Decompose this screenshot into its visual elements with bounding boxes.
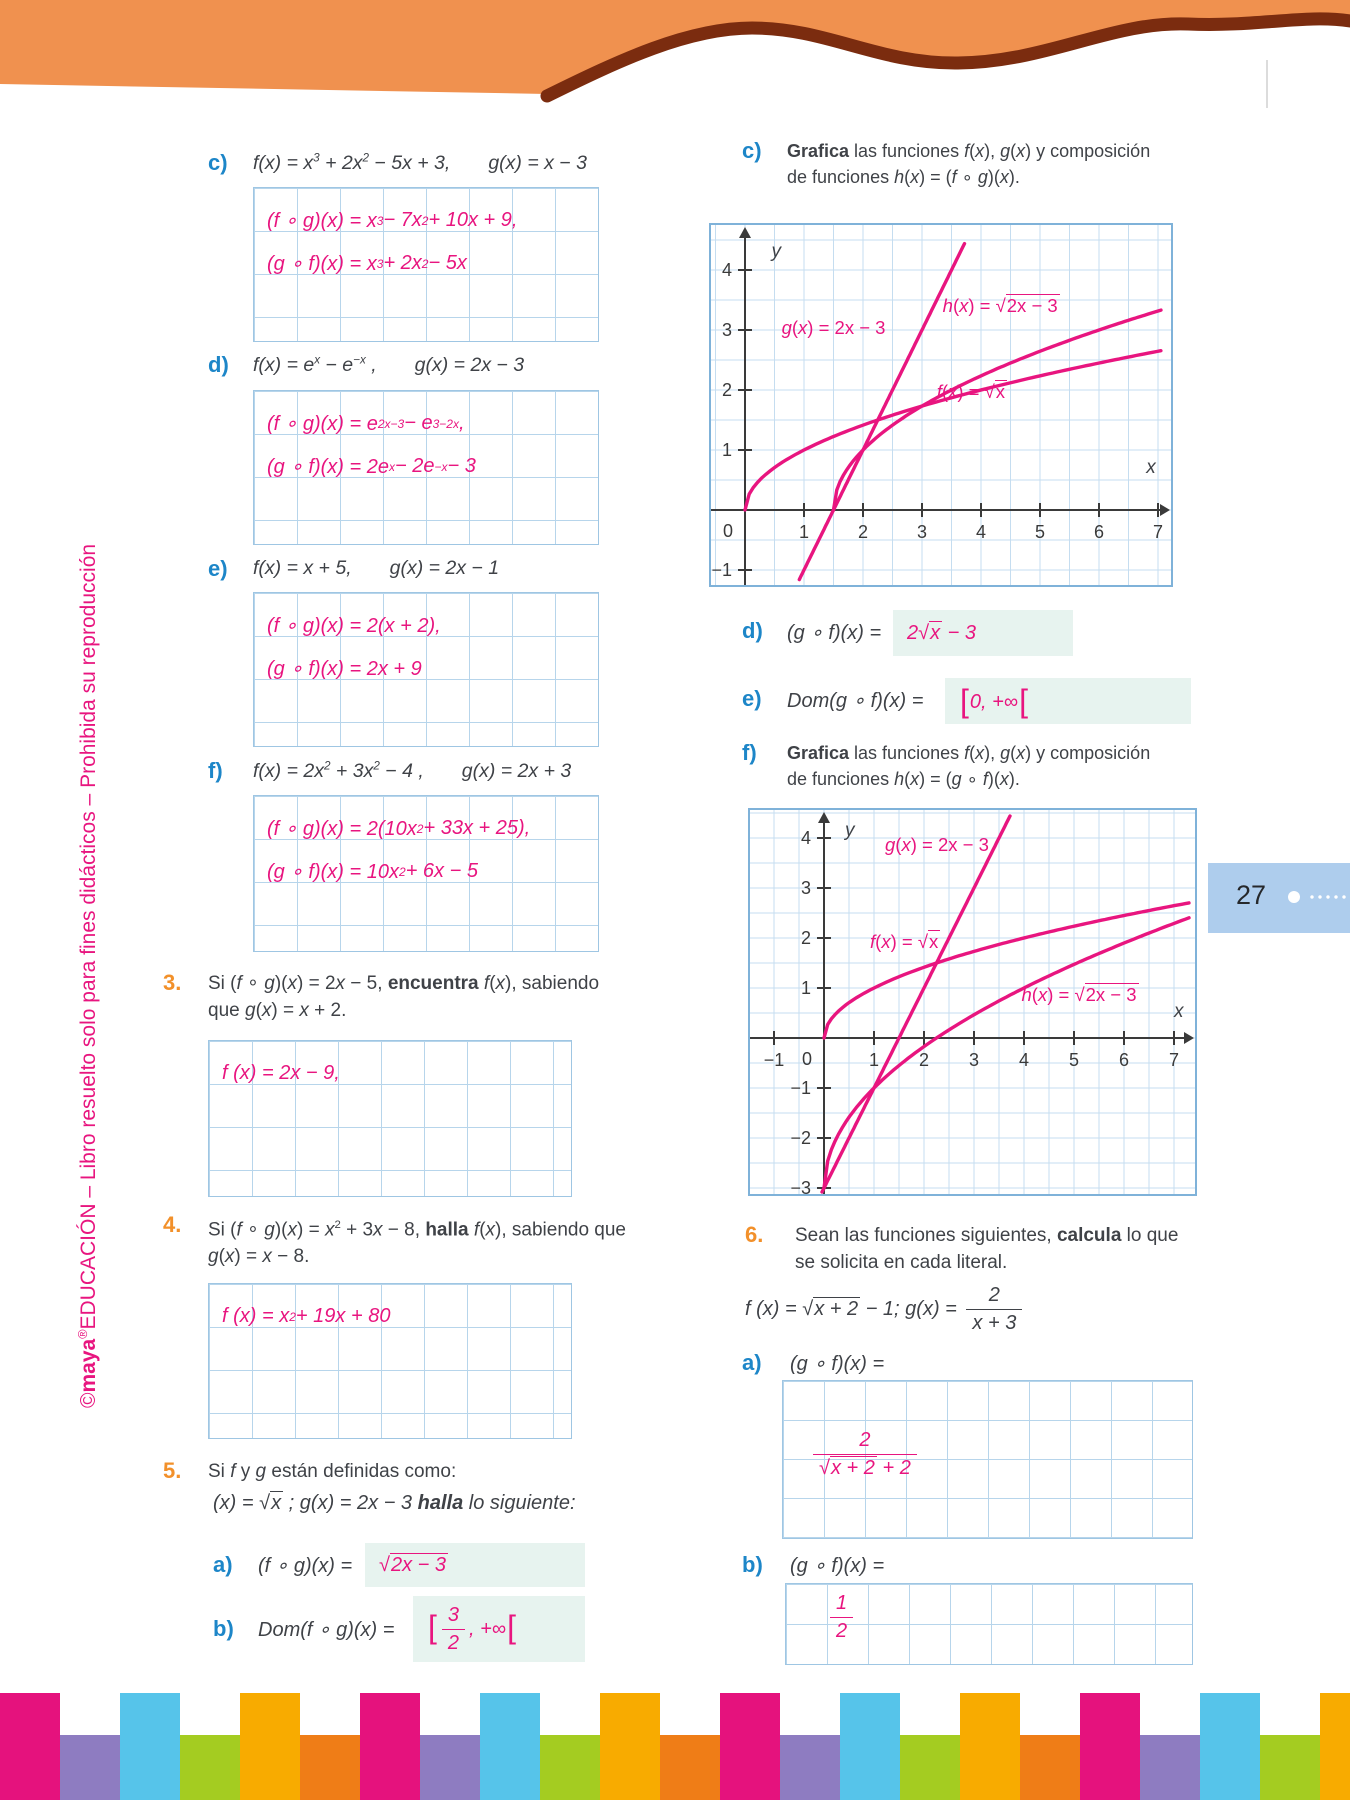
exercise-e-given: [253, 557, 499, 580]
footer-stripe: [780, 1735, 840, 1800]
answer-e: [254, 593, 598, 690]
problem-5b-label: b): [213, 1616, 234, 1641]
footer-stripe: [600, 1693, 660, 1800]
exercise-c-g: g(x) = x − 3: [488, 151, 587, 174]
svg-text:1: 1: [800, 978, 811, 998]
curve-label: f(x) = √x: [936, 381, 1005, 402]
answer-grid-e: [253, 592, 599, 747]
footer-stripes: [0, 1678, 1350, 1800]
svg-text:2: 2: [721, 380, 732, 400]
footer-stripe: [1260, 1735, 1320, 1800]
curve-label: f(x) = √x: [870, 931, 939, 952]
footer-stripe: [360, 1693, 420, 1800]
svg-text:4: 4: [721, 260, 732, 280]
svg-text:−2: −2: [790, 1128, 811, 1148]
problem-5b-answer: [ $\frac{3}{2}$ , +∞[: [428, 1603, 516, 1654]
problem-6a-lhs: (g ∘ f)(x) =: [790, 1353, 885, 1375]
tab-dot-icon: [1288, 891, 1300, 903]
exercise-c2-label: c): [742, 138, 762, 163]
footer-stripe: [1080, 1693, 1140, 1800]
problem-4-text: Si (f ∘ $g)(x) = x^2 + 3x - 8$, halla f(x), sabiendo que g(x) = x − 8.: [208, 1219, 627, 1268]
problem-6b-label: b): [742, 1552, 763, 1577]
footer-stripe: [240, 1693, 300, 1800]
svg-text:−3: −3: [790, 1178, 811, 1194]
svg-text:2: 2: [918, 1050, 930, 1070]
answer-c: [254, 188, 598, 285]
footer-stripe: [720, 1693, 780, 1800]
exercise-f-f: $f(x) = 2x^2 + 3x^2 - 4$ ,: [253, 759, 424, 782]
svg-text:5: 5: [1068, 1050, 1080, 1070]
answer-grid-6b: [785, 1583, 1193, 1665]
footer-stripe: [1320, 1693, 1350, 1800]
page-edge-hairline: [1266, 60, 1268, 108]
exercise-f-g: g(x) = 2x + 3: [461, 759, 572, 782]
svg-text:5: 5: [1034, 522, 1046, 542]
exercise-f-label: f): [208, 758, 223, 783]
problem-6b-lhs: (g ∘ f)(x) =: [790, 1555, 885, 1577]
footer-stripe: [480, 1693, 540, 1800]
answer-4: [209, 1284, 571, 1338]
axis-label: x: [1174, 1001, 1184, 1022]
exercise-e-g: g(x) = 2x − 1: [389, 557, 500, 579]
exercise-e2-answer-box: [945, 678, 1191, 724]
footer-stripe: [960, 1693, 1020, 1800]
problem-5-intro: Si f y g están definidas como:: [208, 1461, 457, 1482]
problem-5b-answer-box: [413, 1596, 585, 1662]
svg-text:4: 4: [975, 522, 987, 542]
answer-d: [254, 391, 598, 488]
exercise-f2-text: Grafica las funciones f(x), g(x) y composición de funciones h(x) = (g ∘ f)(x).: [787, 743, 1151, 789]
problem-5a-answer: √2x − 3: [379, 1553, 447, 1576]
svg-text:1: 1: [721, 440, 732, 460]
footer-stripe: [420, 1735, 480, 1800]
answer-f-line1: (f ∘ g)(x) = 2(10x 2 + 33x + 25),: [267, 817, 531, 840]
footer-stripe: [660, 1735, 720, 1800]
problem-6-number: 6.: [745, 1222, 764, 1247]
svg-text:4: 4: [1018, 1050, 1030, 1070]
svg-text:7: 7: [1168, 1050, 1180, 1070]
problem-3-text: Si (f ∘ g)(x) = 2x − 5, encuentra f(x), sabiendo que g(x) = x + 2.: [208, 973, 600, 1021]
answer-3-line1: f (x) = 2x − 9,: [222, 1062, 340, 1084]
composition-graph-2: [748, 808, 1197, 1196]
exercise-d-f: $f(x) = e^x - e^{-x}$ ,: [253, 353, 377, 376]
footer-stripe: [120, 1693, 180, 1800]
svg-text:−1: −1: [711, 560, 732, 580]
svg-text:3: 3: [916, 522, 928, 542]
problem-5b-lhs: Dom(f ∘ g)(x) =: [258, 1619, 395, 1641]
axis-label: x: [1146, 457, 1156, 479]
exercise-d2-answer: 2√x − 3: [907, 621, 977, 644]
exercise-e2-lhs: Dom(g ∘ f)(x) =: [787, 690, 924, 712]
exercise-d-label: d): [208, 352, 229, 377]
exercise-f2-label: f): [742, 740, 757, 765]
composition-graph-1: [709, 223, 1173, 587]
answer-f: [254, 796, 598, 893]
footer-stripe: [900, 1735, 960, 1800]
answer-6a: $\frac{2}{√x + 2 + 2}$: [809, 1429, 921, 1480]
svg-text:0: 0: [801, 1049, 813, 1069]
exercise-c-f: $f(x) = x^3 + 2x^2 - 5x + 3$,: [253, 151, 451, 174]
svg-text:2: 2: [857, 522, 869, 542]
exercise-c-given: [253, 151, 587, 175]
tab-dotted-line-icon: [1308, 895, 1350, 899]
header-wave-decoration: [0, 0, 1350, 110]
problem-5a-lhs: (f ∘ g)(x) =: [258, 1555, 353, 1577]
curve-label: g(x) = 2x − 3: [781, 316, 886, 338]
svg-text:1: 1: [798, 522, 810, 542]
answer-grid-d: [253, 390, 599, 545]
answer-3: [209, 1041, 571, 1095]
answer-6b: $\frac{1}{2}$: [826, 1592, 857, 1643]
exercise-d-g: g(x) = 2x − 3: [414, 353, 525, 376]
curve-label: g(x) = 2x − 3: [885, 833, 989, 855]
exercise-c-label: c): [208, 150, 228, 175]
svg-text:3: 3: [800, 878, 811, 898]
problem-5-number: 5.: [163, 1458, 182, 1483]
svg-text:6: 6: [1118, 1050, 1130, 1070]
problem-5a-answer-box: [365, 1543, 585, 1587]
exercise-d2-answer-box: [893, 610, 1073, 656]
axis-label: y: [771, 241, 782, 263]
exercise-d-given: [253, 353, 524, 377]
problem-6a-label: a): [742, 1350, 762, 1375]
svg-text:0: 0: [722, 521, 734, 541]
svg-text:−1: −1: [763, 1050, 785, 1070]
problem-4-number: 4.: [163, 1212, 182, 1237]
answer-d-line1: (f ∘ g)(x) = e 2x−3 − e 3−2x ,: [267, 412, 465, 435]
answer-d-line2: (g ∘ f)(x) = 2e x − 2e −x − 3: [267, 455, 476, 478]
exercise-d2-label: d): [742, 618, 763, 643]
answer-grid-6a: [782, 1380, 1193, 1539]
page-number-tab: [1208, 863, 1350, 933]
problem-3-number: 3.: [163, 970, 182, 995]
exercise-e-f: f(x) = x + 5,: [253, 557, 352, 579]
footer-stripe: [0, 1693, 60, 1800]
answer-grid-f: [253, 795, 599, 952]
answer-c-line2: (g ∘ f)(x) = x 3 + 2x 2 − 5x: [267, 252, 467, 275]
exercise-e-label: e): [208, 556, 228, 581]
axis-label: y: [845, 820, 855, 841]
footer-stripe: [1140, 1735, 1200, 1800]
exercise-e2-label: e): [742, 686, 762, 711]
svg-text:2: 2: [800, 928, 811, 948]
svg-text:3: 3: [721, 320, 732, 340]
answer-e-line2: (g ∘ f)(x) = 2x + 9: [267, 658, 422, 680]
svg-text:1: 1: [868, 1050, 880, 1070]
answer-c-line1: (f ∘ g)(x) = x 3 − 7x 2 + 10x + 9,: [267, 209, 518, 232]
answer-4-line1: f (x) = x 2 + 19x + 80: [222, 1305, 391, 1327]
svg-text:3: 3: [968, 1050, 980, 1070]
svg-text:7: 7: [1152, 522, 1164, 542]
curve-label: h(x) = √2x − 3: [1021, 983, 1137, 1005]
footer-stripe: [1200, 1693, 1260, 1800]
problem-5-formula: (x) = √x ; g(x) = 2x − 3 halla lo siguiente:: [213, 1492, 576, 1514]
answer-grid-c: [253, 187, 599, 342]
answer-grid-3: [208, 1040, 572, 1197]
exercise-c2-text: Grafica las funciones f(x), g(x) y composición de funciones h(x) = (f ∘ g)(x).: [787, 141, 1151, 187]
exercise-f-given: [253, 759, 571, 783]
svg-text:6: 6: [1093, 522, 1105, 542]
copyright-sidebar-text: ©maya®EDUCACIÓN – Libro resuelto solo para fines didácticos – Prohibida su reproducción: [76, 543, 100, 1408]
exercise-d2-lhs: (g ∘ f)(x) =: [787, 622, 882, 644]
footer-stripe: [540, 1735, 600, 1800]
curve-label: h(x) = √2x − 3: [942, 295, 1058, 317]
footer-stripe: [1020, 1735, 1080, 1800]
problem-5a-label: a): [213, 1552, 233, 1577]
answer-e-line1: (f ∘ g)(x) = 2(x + 2),: [267, 615, 441, 637]
svg-text:4: 4: [800, 828, 811, 848]
graph-canvas: [711, 225, 1171, 585]
footer-stripe: [60, 1735, 120, 1800]
problem-6-formula: f (x) = √x + 2 − 1; g(x) = $\frac{2}{x + 3}$: [745, 1284, 1026, 1335]
footer-stripe: [300, 1735, 360, 1800]
problem-6-text: Sean las funciones siguientes, calcula lo que se solicita en cada literal.: [795, 1225, 1179, 1273]
exercise-e2-answer: [0, +∞[: [960, 682, 1028, 719]
footer-stripe: [180, 1735, 240, 1800]
svg-text:−1: −1: [790, 1078, 811, 1098]
answer-f-line2: (g ∘ f)(x) = 10x 2 + 6x − 5: [267, 860, 478, 883]
page-number: 27: [1236, 880, 1267, 910]
answer-grid-4: [208, 1283, 572, 1439]
footer-stripe: [840, 1693, 900, 1800]
